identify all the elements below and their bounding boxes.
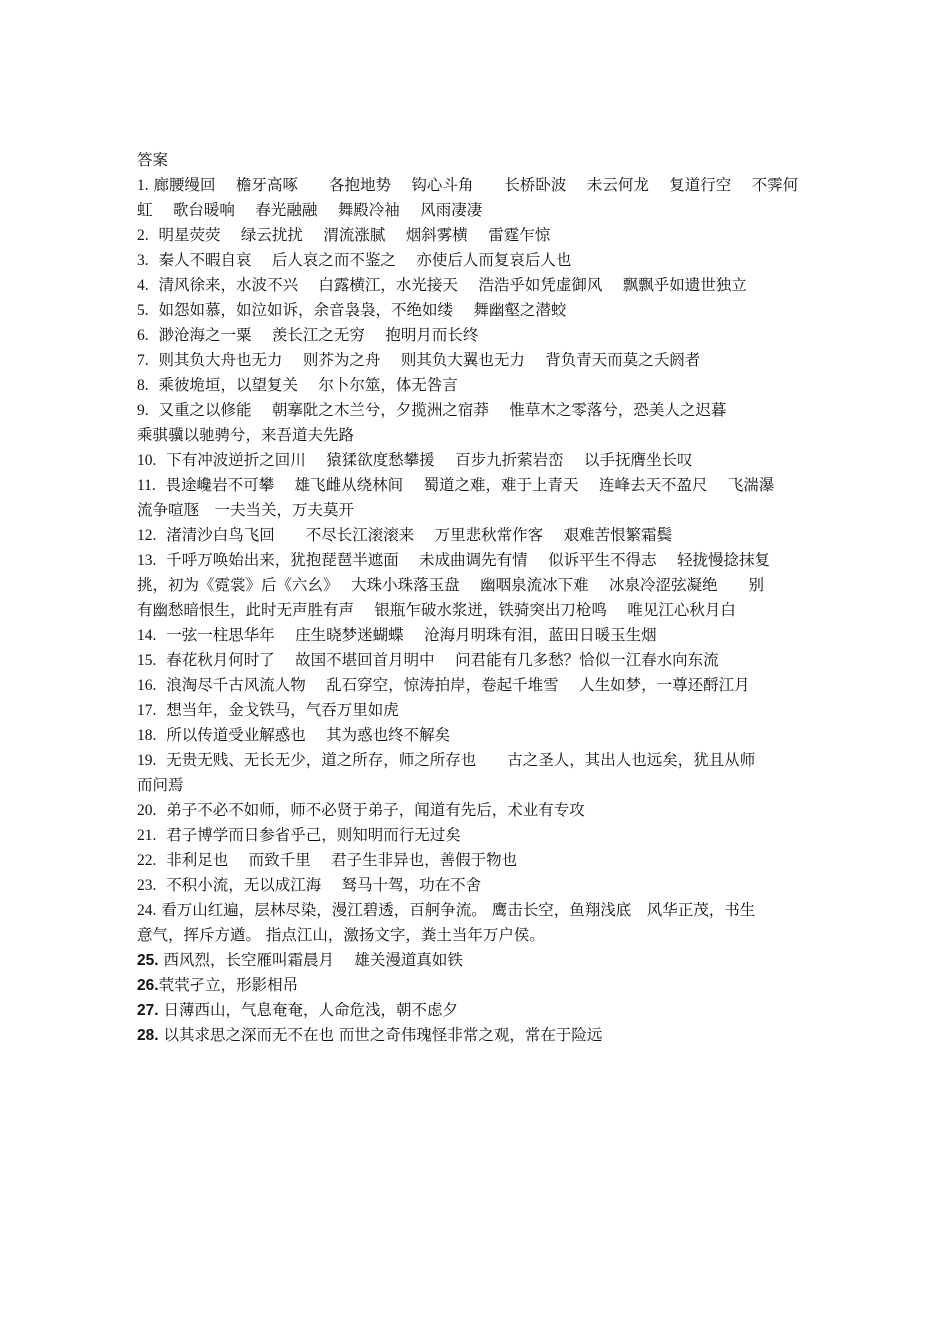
answer-text: 下有冲波逆折之回川 猿猱欲度愁攀援 百步九折萦岩峦 以手抚膺坐长叹 (156, 451, 693, 469)
answer-text: 乘骐骥以驰骋兮，来吾道夫先路 (137, 426, 355, 444)
answer-number: 18. (137, 727, 157, 744)
answer-number: 24. (137, 902, 157, 919)
answer-line (137, 673, 817, 698)
answer-text: 虹 歌台暖响 春光融融 舞殿冷袖 风雨凄凄 (137, 201, 483, 219)
answer-line (137, 548, 817, 573)
answer-number: 13. (137, 552, 157, 569)
page-title: 答案 (137, 151, 169, 169)
answer-line (137, 298, 817, 323)
answer-text: 西风烈，长空雁叫霜晨月 雄关漫道真如铁 (158, 951, 463, 969)
answer-number: 28. (137, 1027, 159, 1044)
answer-document (137, 148, 817, 1048)
answer-text: 想当年，金戈铁马，气吞万里如虎 (156, 701, 399, 719)
answer-text: 春花秋月何时了 故国不堪回首月明中 问君能有几多愁？恰似一江春水向东流 (156, 651, 719, 669)
answer-text: 非利足也 而致千里 君子生非异也，善假于物也 (156, 851, 518, 869)
answer-text: 畏途巉岩不可攀 雄飞雌从绕林间 蜀道之难，难于上青天 连峰去天不盈尺 飞湍瀑 (155, 476, 775, 494)
answer-text: 无贵无贱、无长无少，道之所存，师之所存也 古之圣人，其出人也远矣，犹且从师 (156, 751, 756, 769)
answer-number: 6. (137, 327, 149, 344)
answer-number: 8. (137, 377, 149, 394)
answer-text: 乘彼垝垣，以望复关 尔卜尔筮，体无咎言 (148, 376, 458, 394)
answer-number: 22. (137, 852, 157, 869)
answer-text: 而问焉 (137, 776, 184, 794)
answer-line (137, 448, 817, 473)
answer-number: 4. (137, 277, 149, 294)
answer-text: 廊腰缦回 檐牙高啄 各抱地势 钩心斗角 长桥卧波 未云何龙 复道行空 不霁何 (148, 176, 799, 194)
answer-number: 16. (137, 677, 157, 694)
answer-text: 以其求思之深而无不在也 而世之奇伟瑰怪非常之观，常在于险远 (158, 1026, 603, 1044)
answer-number: 19. (137, 752, 157, 769)
answer-line (137, 723, 817, 748)
answer-text: 千呼万唤始出来，犹抱琵琶半遮面 未成曲调先有情 似诉平生不得志 轻拢慢捻抹复 (156, 551, 771, 569)
answer-line (137, 773, 817, 798)
answer-number: 15. (137, 652, 157, 669)
answer-text: 浪淘尽千古风流人物 乱石穿空，惊涛拍岸，卷起千堆雪 人生如梦，一尊还酹江月 (156, 676, 750, 694)
answer-line (137, 598, 817, 623)
answer-line (137, 173, 817, 198)
answer-text: 渺沧海之一粟 羡长江之无穷 抱明月而长终 (148, 326, 479, 344)
answer-number: 7. (137, 352, 149, 369)
answer-text: 秦人不暇自哀 后人哀之而不鉴之 亦使后人而复哀后人也 (148, 251, 572, 269)
answer-line (137, 823, 817, 848)
answer-line (137, 423, 817, 448)
answer-line (137, 398, 817, 423)
answer-number: 20. (137, 802, 157, 819)
answer-text: 所以传道受业解惑也 其为惑也终不解矣 (156, 726, 451, 744)
answer-line (137, 373, 817, 398)
answer-line (137, 648, 817, 673)
answer-number: 1. (137, 177, 149, 194)
answer-line (137, 323, 817, 348)
answer-line (137, 248, 817, 273)
answer-text: 看万山红遍，层林尽染，漫江碧透，百舸争流。 鹰击长空，鱼翔浅底 风华正茂，书生 (156, 901, 756, 919)
answer-line (137, 873, 817, 898)
answer-text: 一弦一柱思华年 庄生晓梦迷蝴蝶 沧海月明珠有泪，蓝田日暖玉生烟 (156, 626, 657, 644)
answer-line (137, 748, 817, 773)
answer-line (137, 273, 817, 298)
answer-text: 不积小流，无以成江海 驽马十驾，功在不舍 (156, 876, 482, 894)
answer-line (137, 523, 817, 548)
answer-number: 27. (137, 1002, 159, 1019)
answer-text: 渚清沙白鸟飞回 不尽长江滚滚来 万里悲秋常作客 艰难苦恨繁霜鬓 (156, 526, 673, 544)
answer-text: 日薄西山，气息奄奄，人命危浅，朝不虑夕 (158, 1001, 458, 1019)
answer-line (137, 623, 817, 648)
answer-text: 君子博学而日参省乎己，则知明而行无过矣 (156, 826, 461, 844)
answer-number: 23. (137, 877, 157, 894)
answer-number: 2. (137, 227, 149, 244)
answer-text: 则其负大舟也无力 则芥为之舟 则其负大翼也无力 背负青天而莫之夭阏者 (148, 351, 701, 369)
answer-line (137, 798, 817, 823)
answer-line (137, 998, 817, 1023)
answer-text: 明星荧荧 绿云扰扰 渭流涨腻 烟斜雾横 雷霆乍惊 (148, 226, 551, 244)
answer-line (137, 348, 817, 373)
answer-number: 3. (137, 252, 149, 269)
answer-line (137, 948, 817, 973)
answer-number: 12. (137, 527, 157, 544)
answer-line (137, 848, 817, 873)
answer-number: 9. (137, 402, 149, 419)
answer-line (137, 898, 817, 923)
answer-text: 挑，初为《霓裳》后《六幺》 大珠小珠落玉盘 幽咽泉流冰下难 冰泉冷涩弦凝绝 别 (137, 576, 765, 594)
answer-line (137, 1023, 817, 1048)
answer-line (137, 573, 817, 598)
answer-number: 14. (137, 627, 157, 644)
answer-line (137, 198, 817, 223)
answer-text: 流争喧豗 一夫当关，万夫莫开 (137, 501, 355, 519)
answer-number: 25. (137, 952, 159, 969)
answer-number: 10. (137, 452, 157, 469)
answer-text: 如怨如慕，如泣如诉，余音袅袅，不绝如缕 舞幽壑之潜蛟 (148, 301, 567, 319)
answer-line (137, 473, 817, 498)
answer-text: 有幽愁暗恨生，此时无声胜有声 银瓶乍破水浆迸，铁骑突出刀枪鸣 唯见江心秋月白 (137, 601, 736, 619)
answer-line (137, 223, 817, 248)
answer-number: 21. (137, 827, 157, 844)
answer-text: 又重之以修能 朝搴阰之木兰兮，夕揽洲之宿莽 惟草木之零落兮，恐美人之迟暮 (148, 401, 727, 419)
answer-text: 弟子不必不如师，师不必贤于弟子，闻道有先后，术业有专攻 (156, 801, 585, 819)
answer-list (137, 173, 817, 1048)
answer-text: 意气，挥斥方遒。 指点江山，激扬文字，粪土当年万户侯。 (137, 926, 545, 944)
answer-line (137, 923, 817, 948)
answer-line (137, 698, 817, 723)
answer-number: 17. (137, 702, 157, 719)
answer-text: 清风徐来，水波不兴 白露横江，水光接天 浩浩乎如凭虚御风 飘飘乎如遗世独立 (148, 276, 747, 294)
answer-number: 11. (137, 477, 156, 494)
answer-line (137, 973, 817, 998)
answer-line (137, 498, 817, 523)
answer-number: 5. (137, 302, 149, 319)
answer-text: 茕茕孑立，形影相吊 (158, 976, 299, 994)
answer-number: 26. (137, 977, 159, 994)
